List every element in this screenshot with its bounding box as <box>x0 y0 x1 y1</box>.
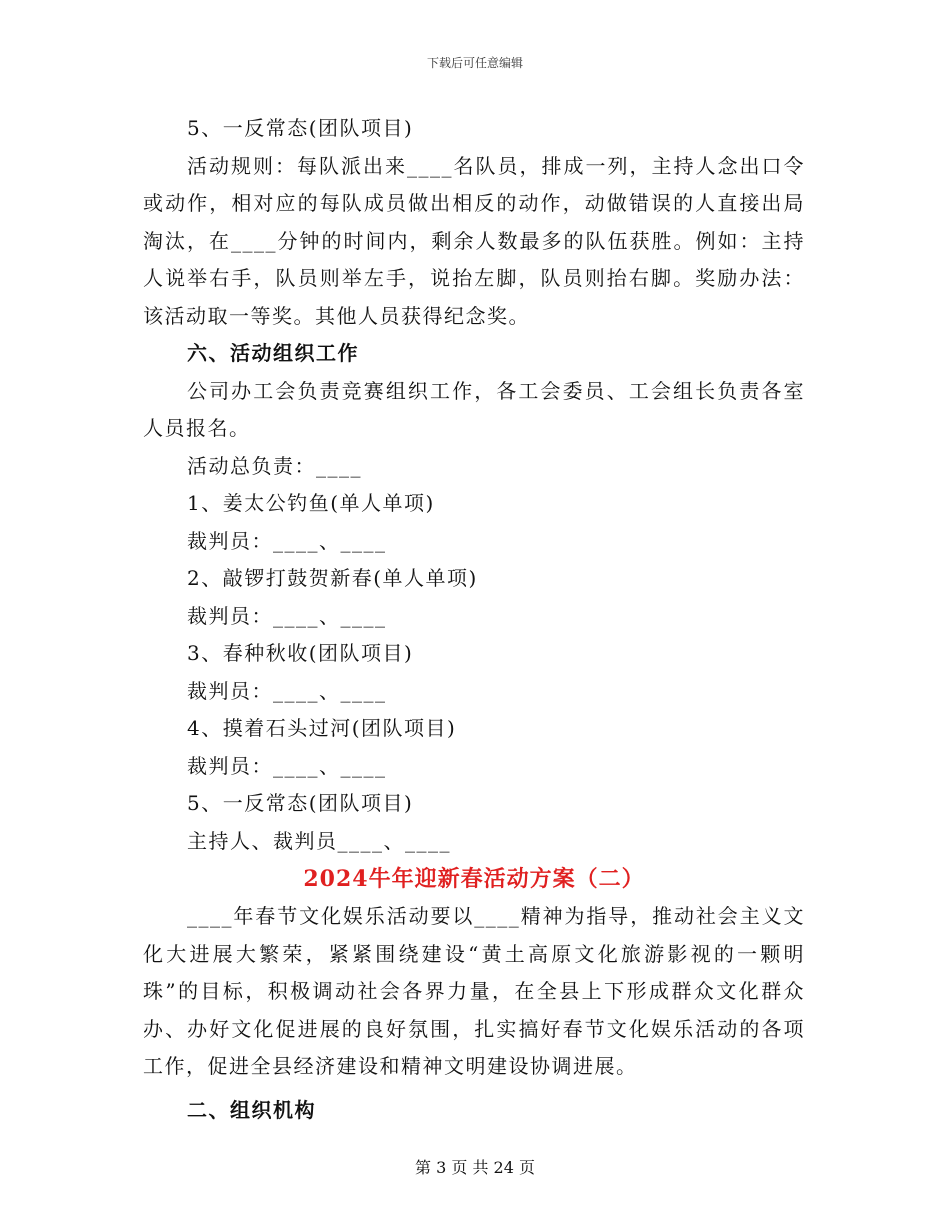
event-2-referees: 裁判员：____、____ <box>187 603 387 628</box>
section-heading-organization-structure: 二、组织机构 <box>187 1097 316 1122</box>
event-4-referees: 裁判员：____、____ <box>187 753 387 778</box>
event-3-title: 3、春种秋收(团队项目) <box>187 641 414 665</box>
activity-rules-paragraph: 活动规则：每队派出来____名队员，排成一列，主持人念出口令或动作，相对应的每队成员做出相反的动作，动做错误的人直接出局淘汰，在____分钟的时间内，剩余人数最多的队伍获胜。例如：主持人说举右手，队员则举左手，说抬左脚，队员则抬右脚。奖励办法：该活动取一等奖。其他人员获得纪念奖。 <box>143 153 805 328</box>
general-manager-line: 活动总负责：____ <box>187 453 362 478</box>
intro-paragraph: ____年春节文化娱乐活动要以____精神为指导，推动社会主义文化大进展大繁荣，紧紧围绕建设“黄土高原文化旅游影视的一颗明珠”的目标，积极调动社会各界力量，在全县上下形成群众文化群众办、办好文化促进展的良好氛围，扎实搞好春节文化娱乐活动的各项工作，促进全县经济建设和精神文明建设协调进展。 <box>143 904 805 1078</box>
event-5-host-referees: 主持人、裁判员____、____ <box>187 828 451 853</box>
item-5-title: 5、一反常态(团队项目) <box>187 116 414 140</box>
document-section-title: 2024牛年迎新春活动方案（二） <box>303 866 645 892</box>
event-3-referees: 裁判员：____、____ <box>187 678 387 703</box>
event-1-referees: 裁判员：____、____ <box>187 528 387 553</box>
page-header-note: 下载后可任意编辑 <box>426 56 523 70</box>
event-4-title: 4、摸着石头过河(团队项目) <box>187 716 457 740</box>
event-1-title: 1、姜太公钓鱼(单人单项) <box>187 491 435 515</box>
event-2-title: 2、敲锣打鼓贺新春(单人单项) <box>187 566 478 590</box>
section-heading-organization: 六、活动组织工作 <box>187 341 359 365</box>
document-body <box>143 110 805 1129</box>
event-5-title: 5、一反常态(团队项目) <box>187 791 414 815</box>
organization-paragraph: 公司办工会负责竞赛组织工作，各工会委员、工会组长负责各室人员报名。 <box>143 378 805 440</box>
page-footer-indicator: 第 3 页 共 24 页 <box>415 1158 535 1177</box>
